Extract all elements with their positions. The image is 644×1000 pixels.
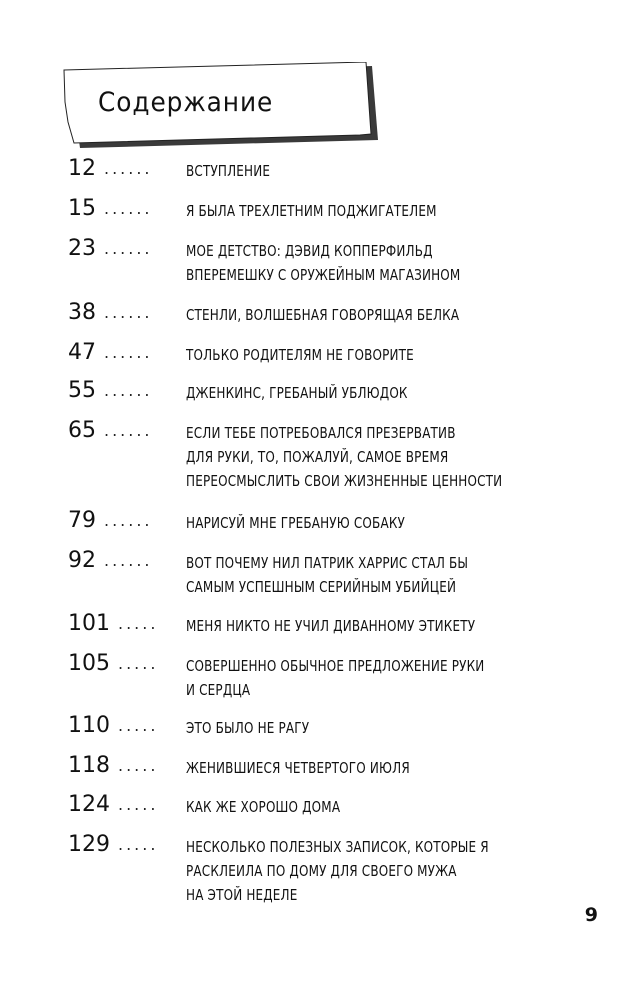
contents-header: [60, 62, 380, 150]
toc-page-number: 129: [68, 832, 110, 857]
toc-entry-title: СТЕНЛИ, ВОЛШЕБНАЯ ГОВОРЯЩАЯ БЕЛКА: [186, 306, 460, 324]
toc-leader-dots: .....: [118, 716, 159, 735]
toc-entry-title: ЕСЛИ ТЕБЕ ПОТРЕБОВАЛСЯ ПРЕЗЕРВАТИВ ДЛЯ РУКИ, ТО, ПОЖАЛУЙ, САМОЕ ВРЕМЯ ПЕРЕОСМЫСЛИТЬ СВОИ ЖИЗНЕННЫЕ ЦЕННОСТИ: [186, 424, 503, 490]
toc-page-number: 124: [68, 792, 110, 817]
toc-entry[interactable]: [68, 340, 628, 366]
toc-entry-title: ВОТ ПОЧЕМУ НИЛ ПАТРИК ХАРРИС СТАЛ БЫ САМЫМ УСПЕШНЫМ СЕРИЙНЫМ УБИЙЦЕЙ: [186, 554, 469, 596]
toc-entry[interactable]: [68, 378, 628, 404]
toc-leader-dots: .....: [118, 614, 159, 633]
page-number: 9: [584, 904, 598, 926]
toc-page-number: 23: [68, 236, 96, 261]
toc-entry-title: СОВЕРШЕННО ОБЫЧНОЕ ПРЕДЛОЖЕНИЕ РУКИ И СЕРДЦА: [186, 657, 485, 699]
toc-leader-dots: ......: [104, 421, 153, 440]
toc-page-number: 92: [68, 548, 96, 573]
toc-page-number: 65: [68, 418, 96, 443]
toc-entry[interactable]: [68, 611, 628, 637]
toc-leader-dots: .....: [118, 756, 159, 775]
toc-page-number: 47: [68, 340, 96, 365]
page-title: Содержание: [98, 87, 274, 118]
toc-leader-dots: ......: [104, 199, 153, 218]
toc-page-number: 110: [68, 713, 110, 738]
toc-leader-dots: ......: [104, 381, 153, 400]
toc-page-number: 105: [68, 651, 110, 676]
toc-page-number: 79: [68, 508, 96, 533]
toc-leader-dots: ......: [104, 511, 153, 530]
toc-entry[interactable]: [68, 156, 628, 182]
toc-entry-title: ТОЛЬКО РОДИТЕЛЯМ НЕ ГОВОРИТЕ: [186, 346, 414, 364]
toc-entry[interactable]: [68, 832, 628, 904]
toc-entry[interactable]: [68, 236, 628, 284]
toc-page-number: 118: [68, 753, 110, 778]
toc-page-number: 101: [68, 611, 110, 636]
toc-entry[interactable]: [68, 713, 628, 739]
toc-leader-dots: .....: [118, 835, 159, 854]
toc-page-number: 38: [68, 300, 96, 325]
toc-entry[interactable]: [68, 196, 628, 222]
toc-leader-dots: .....: [118, 654, 159, 673]
toc-entry[interactable]: [68, 651, 628, 699]
toc-entry[interactable]: [68, 300, 628, 326]
toc-page-number: 15: [68, 196, 96, 221]
toc-entry-title: НЕСКОЛЬКО ПОЛЕЗНЫХ ЗАПИСОК, КОТОРЫЕ Я РАСКЛЕИЛА ПО ДОМУ ДЛЯ СВОЕГО МУЖА НА ЭТОЙ НЕДЕЛЕ: [186, 838, 489, 904]
toc-leader-dots: .....: [118, 795, 159, 814]
toc-entry[interactable]: [68, 548, 628, 596]
toc-entry-title: МЕНЯ НИКТО НЕ УЧИЛ ДИВАННОМУ ЭТИКЕТУ: [186, 617, 476, 635]
toc-entry-title: КАК ЖЕ ХОРОШО ДОМА: [186, 798, 341, 816]
toc-entry-title: ЖЕНИВШИЕСЯ ЧЕТВЕРТОГО ИЮЛЯ: [186, 759, 410, 777]
toc-entry-title: НАРИСУЙ МНЕ ГРЕБАНУЮ СОБАКУ: [186, 514, 405, 532]
toc-entry-title: МОЕ ДЕТСТВО: ДЭВИД КОППЕРФИЛЬД ВПЕРЕМЕШКУ С ОРУЖЕЙНЫМ МАГАЗИНОМ: [186, 242, 461, 284]
toc-leader-dots: ......: [104, 303, 153, 322]
toc-entry[interactable]: [68, 418, 628, 490]
toc-leader-dots: ......: [104, 343, 153, 362]
toc-entry[interactable]: [68, 753, 628, 779]
toc-entry-title: ЭТО БЫЛО НЕ РАГУ: [186, 719, 310, 737]
toc-page-number: 12: [68, 156, 96, 181]
toc-entry-title: Я БЫЛА ТРЕХЛЕТНИМ ПОДЖИГАТЕЛЕМ: [186, 202, 437, 220]
toc-entry[interactable]: [68, 508, 628, 534]
toc-entry-title: ДЖЕНКИНС, ГРЕБАНЫЙ УБЛЮДОК: [186, 384, 408, 402]
toc-leader-dots: ......: [104, 239, 153, 258]
toc-entry-title: ВСТУПЛЕНИЕ: [186, 162, 271, 180]
toc-page-number: 55: [68, 378, 96, 403]
toc-entry[interactable]: [68, 792, 628, 818]
toc-leader-dots: ......: [104, 551, 153, 570]
toc-leader-dots: ......: [104, 159, 153, 178]
